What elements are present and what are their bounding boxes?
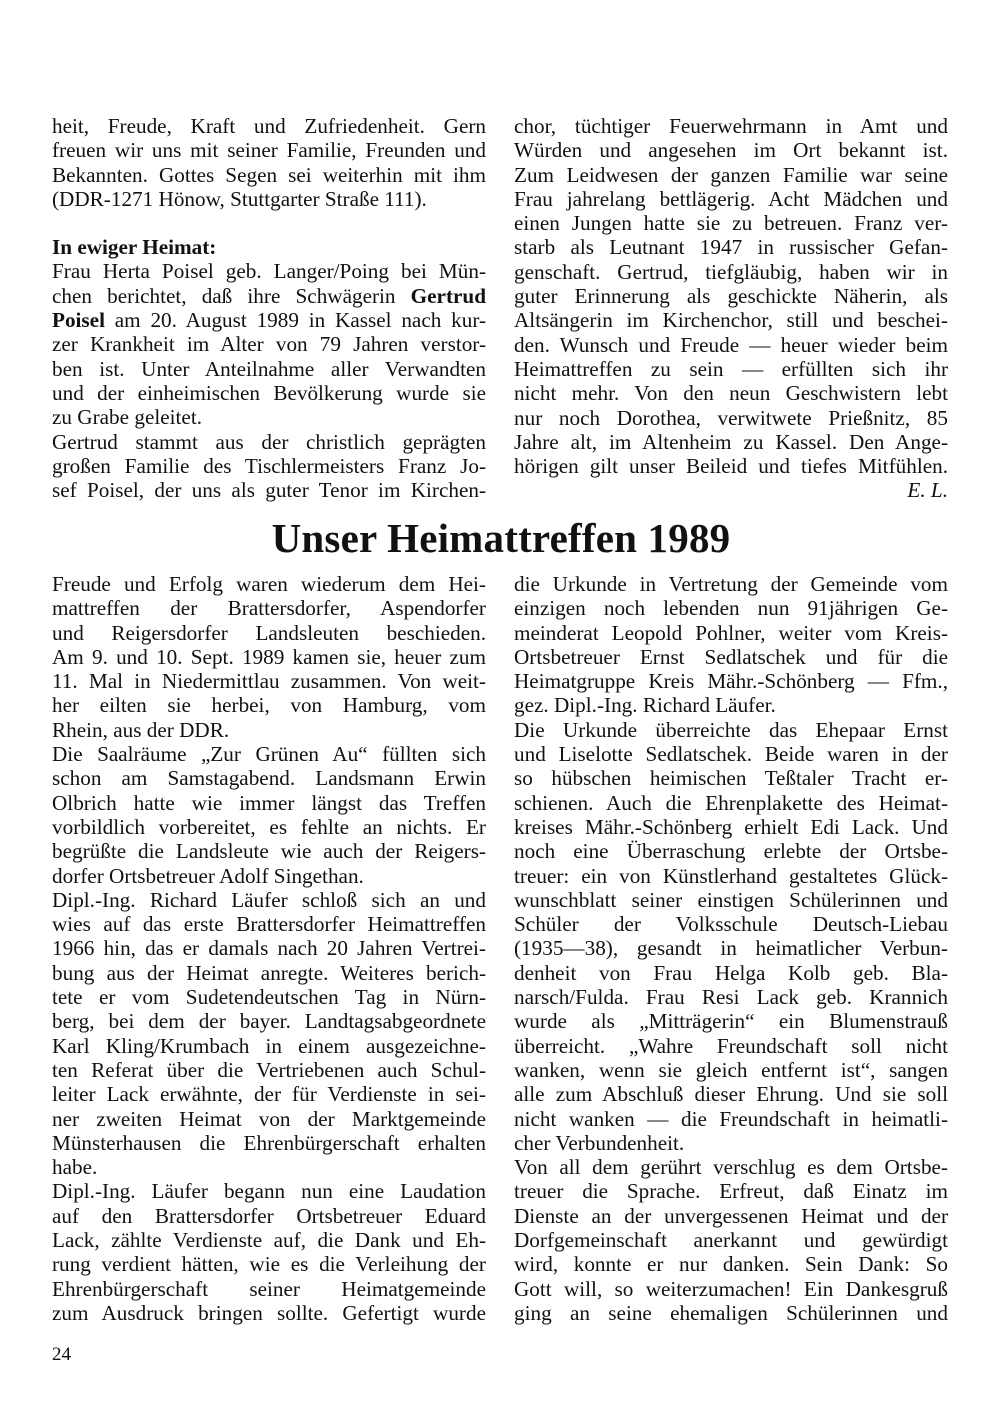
article-left-column [52,572,486,1325]
text-line: habe. [52,1155,98,1180]
text-line: Karl Kling/Krumbach in einem ausgezeichne- [52,1033,486,1058]
text-line: den. Wunsch und Freude — heuer wieder beim [514,332,948,357]
text-line: heit, Freude, Kraft und Zufriedenheit. Gern [52,114,486,138]
text-line: nur noch Dorothea, verwitwete Prießnitz, 85 [514,405,948,430]
text-line: begrüßte die Landsleute wie auch der Reigers- [52,839,486,864]
paragraph-gap [52,211,486,235]
text-line: großen Familie des Tischlermeisters Franz Jo- [52,453,486,478]
text-line: hörigen gilt unser Beileid und tiefes Mitfühlen. [514,454,948,479]
text-line: zu Grabe geleitet. [52,405,202,430]
text-line: Olbrich hatte wie immer längst das Treffen [52,790,486,815]
top-right-column [514,114,948,503]
text-line: 1966 hin, das er damals nach 20 Jahren Vertrei- [52,936,486,961]
text-line [52,284,486,308]
text-line: Ehrenbürgerschaft seiner Heimatgemeinde [52,1276,486,1301]
text-line: kreises Mähr.-Schönberg erhielt Edi Lack. Und [514,814,948,839]
text-line: wird, konnte er nur danken. Sein Dank: So [514,1252,948,1277]
text-line: einzigen noch lebenden nun 91jährigen Ge- [514,596,948,621]
text-line: meinderat Leopold Pohlner, weiter vom Kreis- [514,620,948,645]
text-line: zer Krankheit im Alter von 79 Jahren verstor- [52,332,486,357]
text-line: berg, bei dem der bayer. Landtagsabgeordnete [52,1009,486,1034]
text-line: ging an seine ehemaligen Schülerinnen und [514,1300,948,1325]
text-line: chor, tüchtiger Feuerwehrmann in Amt und [514,114,948,138]
text-line: treuer die Sprache. Erfreut, daß Einatz im [514,1179,948,1204]
text-line [52,308,486,332]
text-line: wies auf das erste Brattersdorfer Heimattreffen [52,912,486,937]
text-line: Ortsbetreuer Ernst Sedlatschek und für die [514,644,948,669]
text-line: denheit von Frau Helga Kolb geb. Bla- [514,960,948,985]
text-line: sef Poisel, der uns als guter Tenor im Kirchen- [52,478,486,503]
text-line: freuen wir uns mit seiner Familie, Freunden und [52,138,486,163]
text-line: bung aus der Heimat anregte. Weiteres berich- [52,960,486,985]
text-line: Würden und angesehen im Ort bekannt ist. [514,138,948,163]
text-line: wurde als „Mitträgerin“ ein Blumenstrauß [514,1009,948,1034]
text-line: Lack, zählte Verdienste auf, die Dank und Eh- [52,1228,486,1253]
text-line: Frau Herta Poisel geb. Langer/Poing bei Mün- [52,259,486,284]
text-line: Die Urkunde überreichte das Ehepaar Ernst [514,717,948,742]
text-line: cher Verbundenheit. [514,1130,685,1155]
text-line: (1935—38), gesandt in heimatlicher Verbun- [514,936,948,961]
text-line: Dipl.-Ing. Richard Läufer schloß sich an und [52,887,486,912]
text-line: Frau jahrelang bettlägerig. Acht Mädchen und [514,186,948,211]
text-line: Rhein, aus der DDR. [52,717,230,742]
text-line: und Reigersdorfer Landsleuten beschieden. [52,620,486,645]
bold-name: Poisel [52,308,105,333]
text-line: und Liselotte Sedlatschek. Beide waren in der [514,742,948,767]
text-line: Dienste an der unvergessenen Heimat und der [514,1203,948,1228]
text-line: wanken, wenn sie gleich entfernt ist“, sangen [514,1057,948,1082]
article-title [0,514,1000,562]
text-line: Die Saalräume „Zur Grünen Au“ füllten sich [52,742,486,767]
author-signature [514,478,948,502]
text-line: her eilten sie herbei, von Hamburg, vom [52,693,486,718]
text-line: Gott will, so weiterzumachen! Ein Dankesgruß [514,1276,948,1301]
text-line: schienen. Auch die Ehrenplakette des Heimat- [514,790,948,815]
text-fragment: chen berichtet, daß ihre Schwägerin [52,283,411,308]
text-line: mattreffen der Brattersdorfer, Aspendorfer [52,596,486,621]
text-line: ner zweiten Heimat von der Marktgemeinde [52,1106,486,1131]
text-line: Heimattreffen zu sein — erfüllten sich ihr [514,356,948,381]
text-line: narsch/Fulda. Frau Resi Lack geb. Krannich [514,985,948,1010]
text-line: nicht mehr. Von den neun Geschwistern lebt [514,381,948,406]
text-line: Münsterhausen die Ehrenbürgerschaft erhalten [52,1130,486,1155]
text-line: (DDR-1271 Hönow, Stuttgarter Straße 111). [52,186,427,211]
text-line: auf den Brattersdorfer Ortsbetreuer Eduard [52,1203,486,1228]
text-line: wunschblatt seiner einstigen Schülerinnen und [514,887,948,912]
text-line: Dorfgemeinschaft anerkannt und gewürdigt [514,1228,948,1253]
text-line: Altsängerin im Kirchenchor, still und beschei- [514,308,948,333]
page-number: 24 [52,1344,71,1365]
text-line: Von all dem gerührt verschlug es dem Ortsbe- [514,1155,948,1180]
text-line: Am 9. und 10. Sept. 1989 kamen sie, heuer zum [52,644,486,669]
text-line: Freude und Erfolg waren wiederum dem Hei- [52,572,486,596]
text-line: tete er vom Sudetendeutschen Tag in Nürn- [52,985,486,1010]
text-line: starb als Leutnant 1947 in russischer Gefan- [514,235,948,260]
text-line: Bekannten. Gottes Segen sei weiterhin mit ihm [52,162,486,187]
text-line: so hübschen heimischen Teßtaler Tracht er- [514,766,948,791]
article-title-text: Unser Heimattreffen 1989 [271,515,731,561]
text-line: ben ist. Unter Anteilnahme aller Verwandten [52,356,486,381]
bold-name: Gertrud [410,283,486,308]
text-fragment: am 20. August 1989 in Kassel nach kur- [104,308,486,333]
signature-text: E. L. [907,478,948,503]
text-line: ten Referat über die Vertriebenen auch Schul- [52,1057,486,1082]
text-line: Zum Leidwesen der ganzen Familie war seine [514,162,948,187]
text-line: überreicht. „Wahre Freundschaft soll nicht [514,1033,948,1058]
text-line: nicht wanken — die Freundschaft in heimatli- [514,1106,948,1131]
text-line: alle zum Abschluß dieser Ehrung. Und sie soll [514,1082,948,1107]
text-line: leiter Lack erwähnte, der für Verdienste in sei- [52,1082,486,1107]
text-line: treuer: ein von Künstlerhand gestaltetes Glück- [514,863,948,888]
text-line: rung verdient hätten, wie es die Verleihung der [52,1252,486,1277]
section-heading: In ewiger Heimat: [52,235,217,260]
top-left-column [52,114,486,502]
text-line: Heimatgruppe Kreis Mähr.-Schönberg — Ffm., [514,669,948,694]
text-line: dorfer Ortsbetreuer Adolf Singethan. [52,863,364,888]
text-line: die Urkunde in Vertretung der Gemeinde vom [514,572,948,596]
text-line: Jahre alt, im Altenheim zu Kassel. Den Ange- [514,429,948,454]
text-line: Schüler der Volksschule Deutsch-Liebau [514,912,948,937]
text-line: vorbildlich vorbereitet, es fehlte an nichts. Er [52,814,486,839]
text-line: Gertrud stammt aus der christlich geprägten [52,429,486,454]
text-line: 11. Mal in Niedermittlau zusammen. Von weit- [52,669,486,694]
text-line: und der einheimischen Bevölkerung wurde sie [52,380,486,405]
text-line: guter Erinnerung als geschickte Näherin, als [514,284,948,309]
text-line: genschaft. Gertrud, tiefgläubig, haben wir in [514,259,948,284]
text-line: noch eine Überraschung erlebte der Ortsbe- [514,839,948,864]
text-line: zum Ausdruck bringen sollte. Gefertigt wurde [52,1300,486,1325]
text-line: gez. Dipl.-Ing. Richard Läufer. [514,693,776,718]
text-line: einen Jungen hatte sie zu betreuen. Franz ver- [514,211,948,236]
article-right-column [514,572,948,1325]
text-line: Dipl.-Ing. Läufer begann nun eine Laudation [52,1179,486,1204]
text-line: schon am Samstagabend. Landsmann Erwin [52,766,486,791]
